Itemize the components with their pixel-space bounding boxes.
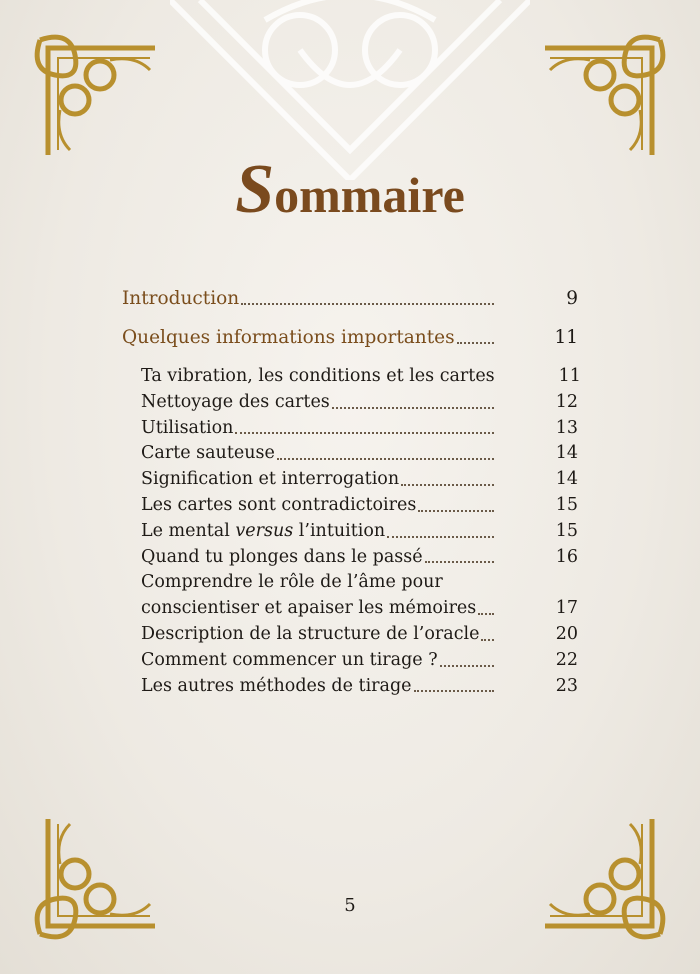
- toc-entry[interactable]: Quelques informations importantes 11: [122, 327, 578, 349]
- page-number: 5: [344, 895, 356, 916]
- toc-entry[interactable]: Quand tu plonges dans le passé 16: [141, 546, 578, 567]
- page-title: Sommaire: [235, 151, 465, 228]
- corner-ornament-top-right: [540, 30, 670, 160]
- toc-entry[interactable]: Les autres méthodes de tirage 23: [141, 675, 578, 696]
- corner-ornament-bottom-left: [30, 814, 160, 944]
- corner-ornament-top-left: [30, 30, 160, 160]
- toc-entry[interactable]: Utilisation 13: [141, 417, 578, 438]
- corner-ornament-bottom-right: [540, 814, 670, 944]
- table-of-contents: [122, 286, 581, 699]
- toc-entry[interactable]: Comment commencer un tirage ? 22: [141, 649, 578, 670]
- toc-entry[interactable]: Introduction 9: [122, 288, 578, 310]
- toc-entry[interactable]: Comprendre le rôle de l’âme pour conscientiser et apaiser les mémoires 17: [141, 572, 578, 619]
- toc-entry[interactable]: Nettoyage des cartes 12: [141, 391, 578, 412]
- toc-entry[interactable]: Ta vibration, les conditions et les cartes 11: [141, 366, 581, 386]
- toc-entry[interactable]: Carte sauteuse 14: [141, 443, 578, 464]
- toc-entry[interactable]: Description de la structure de l’oracle 20: [141, 623, 578, 644]
- toc-entry[interactable]: Le mental versus l’intuition 15: [141, 520, 578, 541]
- toc-entry[interactable]: Signification et interrogation 14: [141, 469, 578, 490]
- toc-entry[interactable]: Les cartes sont contradictoires 15: [141, 494, 578, 515]
